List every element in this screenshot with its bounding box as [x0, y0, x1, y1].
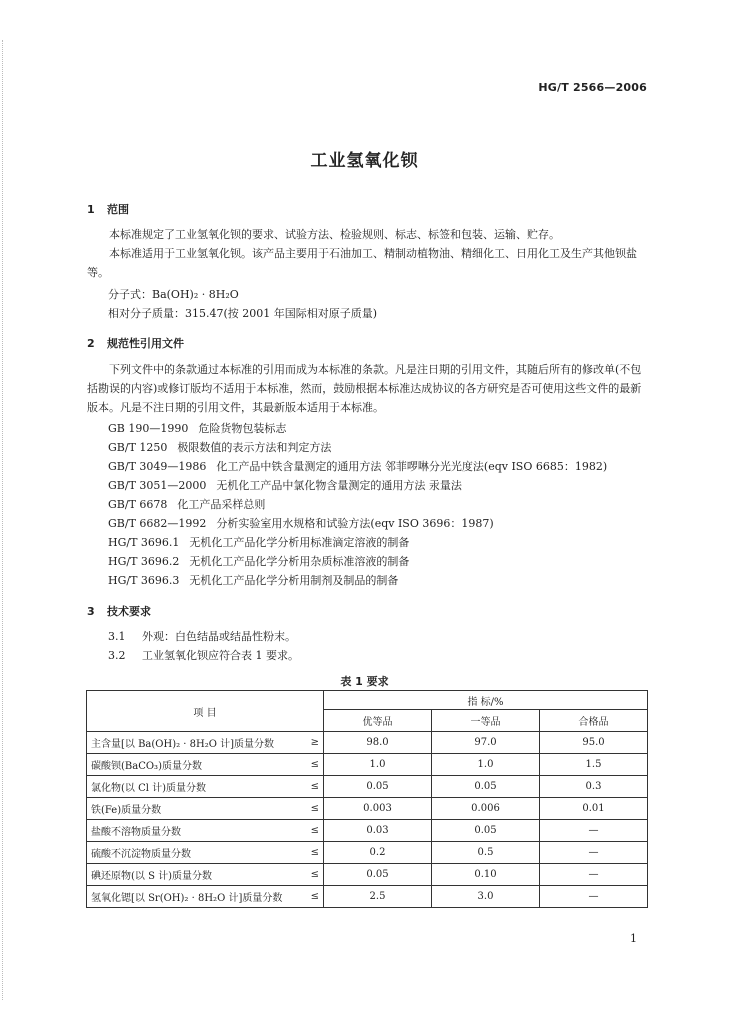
reference-title: 极限数值的表示方法和判定方法 [177, 441, 332, 454]
comparison-sign: ≤ [310, 803, 319, 814]
table-title: 表 1 要求 [340, 675, 389, 688]
reference-code: GB/T 6682—1992 [108, 517, 207, 530]
reference-code: GB/T 3051—2000 [108, 479, 207, 492]
molecular-mass: 相对分子质量：315.47(按 2001 年国际相对原子质量) [108, 307, 378, 320]
reference-title: 危险货物包装标志 [198, 422, 287, 435]
value-cell: — [540, 842, 648, 864]
table-row [87, 732, 648, 754]
reference-item [108, 534, 409, 550]
reference-item [108, 553, 409, 569]
row-item [87, 754, 324, 776]
references-intro: 下列文件中的条款通过本标准的引用而成为本标准的条款。凡是注日期的引用文件，其随后所有的修改单(不包括勘误的内容)或修订版均不适用于本标准，然而，鼓励根据本标准达成协议的各方研究是否可使用这些文件的最新版本。凡是不注日期的引用文件，其最新版本适用于本标准。 [87, 363, 642, 414]
value-cell: — [540, 864, 648, 886]
value-cell: 98.0 [324, 732, 432, 754]
value-cell: 0.003 [324, 798, 432, 820]
reference-item [108, 458, 607, 474]
clause-text: 外观：白色结晶或结晶性粉末。 [142, 630, 296, 643]
reference-item [108, 515, 494, 531]
reference-title: 化工产品采样总则 [177, 498, 266, 511]
row-item [87, 798, 324, 820]
section-2-heading [87, 335, 184, 351]
header-grade-premium: 优等品 [324, 710, 432, 732]
reference-item [108, 439, 331, 455]
reference-item [108, 572, 398, 588]
item-name: 主含量[以 Ba(OH)₂ · 8H₂O 计]质量分数 [91, 739, 275, 750]
reference-code: HG/T 3696.3 [108, 574, 180, 587]
table-row [87, 776, 648, 798]
row-item [87, 842, 324, 864]
value-cell: 1.0 [432, 754, 540, 776]
header-item: 项 目 [87, 691, 324, 732]
value-cell: 95.0 [540, 732, 648, 754]
row-item [87, 820, 324, 842]
table-header-row [87, 691, 648, 710]
item-name: 碘还原物(以 S 计)质量分数 [91, 871, 213, 882]
clause-item [108, 628, 296, 644]
value-cell: 0.05 [324, 776, 432, 798]
value-cell: 0.05 [324, 864, 432, 886]
reference-item [108, 496, 265, 512]
reference-code: HG/T 3696.2 [108, 555, 180, 568]
reference-title: 无机化工产品中氯化物含量测定的通用方法 汞量法 [216, 479, 462, 492]
value-cell: 0.01 [540, 798, 648, 820]
comparison-sign: ≥ [310, 737, 319, 748]
value-cell: 2.5 [324, 886, 432, 908]
reference-code: HG/T 3696.1 [108, 536, 180, 549]
scope-paragraph-1: 本标准规定了工业氢氧化钡的要求、试验方法、检验规则、标志、标签和包装、运输、贮存。 [109, 228, 560, 241]
section-3-heading [87, 603, 151, 619]
scope-paragraph-2: 本标准适用于工业氢氧化钡。该产品主要用于石油加工、精制动植物油、精细化工、日用化工及生产其他钡盐等。 [87, 247, 637, 279]
table-row [87, 886, 648, 908]
row-item [87, 886, 324, 908]
clause-item [108, 647, 299, 663]
standard-code: HG/T 2566—2006 [538, 81, 647, 94]
comparison-sign: ≤ [310, 847, 319, 858]
item-name: 氯化物(以 Cl 计)质量分数 [91, 783, 207, 794]
binding-edge-marks [2, 40, 7, 1000]
value-cell: 1.0 [324, 754, 432, 776]
section-title: 技术要求 [107, 605, 151, 618]
clause-number: 3.2 [108, 649, 126, 662]
reference-title: 无机化工产品化学分析用标准滴定溶液的制备 [189, 536, 410, 549]
section-number: 2 [87, 337, 95, 350]
value-cell: 0.2 [324, 842, 432, 864]
header-grade-qualified: 合格品 [540, 710, 648, 732]
item-name: 铁(Fe)质量分数 [91, 805, 162, 816]
requirements-table [86, 690, 648, 908]
table-row [87, 754, 648, 776]
comparison-sign: ≤ [310, 891, 319, 902]
table-row [87, 820, 648, 842]
page-number: 1 [630, 932, 637, 945]
section-number: 1 [87, 203, 95, 216]
value-cell: 0.03 [324, 820, 432, 842]
molecular-formula: 分子式：Ba(OH)₂ · 8H₂O [108, 288, 239, 301]
value-cell: 3.0 [432, 886, 540, 908]
item-name: 盐酸不溶物质量分数 [91, 827, 181, 838]
header-indicator-group: 指 标/% [324, 691, 648, 710]
reference-code: GB/T 3049—1986 [108, 460, 207, 473]
table-row [87, 864, 648, 886]
item-name: 碳酸钡(BaCO₃)质量分数 [91, 761, 202, 772]
value-cell: 0.3 [540, 776, 648, 798]
row-item [87, 732, 324, 754]
reference-title: 化工产品中铁含量测定的通用方法 邻菲啰啉分光光度法(eqv ISO 6685：1982) [216, 460, 608, 473]
value-cell: 0.05 [432, 820, 540, 842]
document-title: 工业氢氧化钡 [310, 151, 419, 171]
table-row [87, 842, 648, 864]
comparison-sign: ≤ [310, 781, 319, 792]
value-cell: 0.05 [432, 776, 540, 798]
section-1-heading [87, 201, 129, 217]
clause-text: 工业氢氧化钡应符合表 1 要求。 [142, 649, 299, 662]
reference-title: 分析实验室用水规格和试验方法(eqv ISO 3696：1987) [216, 517, 494, 530]
header-grade-first: 一等品 [432, 710, 540, 732]
clause-number: 3.1 [108, 630, 126, 643]
value-cell: — [540, 820, 648, 842]
value-cell: — [540, 886, 648, 908]
reference-item [108, 477, 462, 493]
value-cell: 0.006 [432, 798, 540, 820]
reference-title: 无机化工产品化学分析用制剂及制品的制备 [189, 574, 399, 587]
reference-item [108, 420, 286, 436]
comparison-sign: ≤ [310, 759, 319, 770]
reference-code: GB 190—1990 [108, 422, 189, 435]
item-name: 氢氧化锶[以 Sr(OH)₂ · 8H₂O 计]质量分数 [91, 893, 283, 904]
value-cell: 1.5 [540, 754, 648, 776]
value-cell: 97.0 [432, 732, 540, 754]
comparison-sign: ≤ [310, 825, 319, 836]
reference-code: GB/T 6678 [108, 498, 168, 511]
value-cell: 0.5 [432, 842, 540, 864]
row-item [87, 864, 324, 886]
section-number: 3 [87, 605, 95, 618]
table-row [87, 798, 648, 820]
value-cell: 0.10 [432, 864, 540, 886]
item-name: 硫酸不沉淀物质量分数 [91, 849, 191, 860]
reference-code: GB/T 1250 [108, 441, 168, 454]
reference-title: 无机化工产品化学分析用杂质标准溶液的制备 [189, 555, 410, 568]
row-item [87, 776, 324, 798]
section-title: 范围 [107, 203, 129, 216]
comparison-sign: ≤ [310, 869, 319, 880]
section-title: 规范性引用文件 [107, 337, 184, 350]
